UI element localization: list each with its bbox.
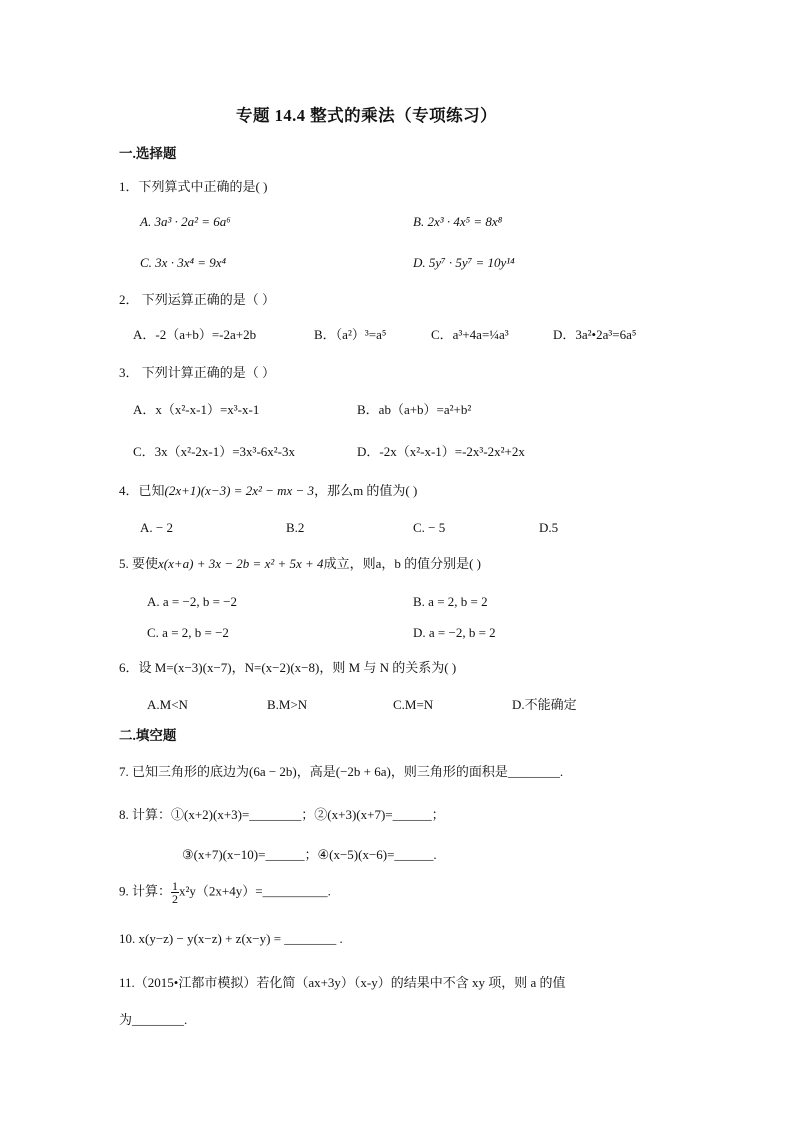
q7-text: 7. 已知三角形的底边为(6a − 2b)，高是(−2b + 6a)，则三角形的面积是________. <box>119 764 564 779</box>
q11-line2: 为________. <box>119 1012 188 1027</box>
q2-option-a: A．-2（a+b）=-2a+2b <box>133 327 257 342</box>
q3-option-d: D．-2x（x²-x-1）=-2x³-2x²+2x <box>357 444 525 459</box>
q4-stem <box>119 484 417 497</box>
page-title: 专题 14.4 整式的乘法（专项练习） <box>236 106 498 125</box>
q1-option-d: D. 5y⁷ · 5y⁷ = 10y¹⁴ <box>413 255 515 270</box>
q5-stem-prefix: 5. 要使 <box>119 556 159 571</box>
q5-option-a: A. a = −2, b = −2 <box>147 594 237 609</box>
q2-option-b: B．（a²）³=a⁵ <box>314 327 387 342</box>
q3-stem: 3． 下列计算正确的是（ ） <box>119 365 276 380</box>
q4-option-b: B.2 <box>286 520 305 535</box>
q4-stem-prefix: 4．已知 <box>119 483 165 498</box>
q5-option-d: D. a = −2, b = 2 <box>413 625 496 640</box>
q3-option-a: A．x（x²-x-1）=x³-x-1 <box>133 402 260 417</box>
q6-option-b: B.M>N <box>267 697 308 712</box>
q4-equation: (2x+1)(x−3) = 2x² − mx − 3 <box>164 483 315 498</box>
q3-option-b: B．ab（a+b）=a²+b² <box>357 402 472 417</box>
q11-line1: 11.（2015•江都市模拟）若化简（ax+3y）（x-y）的结果中不含 xy 项，则 a 的值 <box>119 975 566 990</box>
q3-option-c: C．3x（x²-2x-1）=3x³-6x²-3x <box>133 444 296 459</box>
q5-stem <box>119 557 481 570</box>
q8-line1: 8. 计算：①(x+2)(x+3)=________；②(x+3)(x+7)=______； <box>119 807 445 822</box>
q4-stem-suffix: ，那么m 的值为( ) <box>314 483 418 498</box>
q5-stem-suffix: 成立，则a，b 的值分别是( ) <box>323 556 481 571</box>
q9-rest: x²y（2x+4y）=__________. <box>179 883 331 899</box>
q5-equation: x(x+a) + 3x − 2b = x² + 5x + 4 <box>158 556 324 571</box>
q2-option-d: D．3a²•2a³=6a⁵ <box>553 327 637 342</box>
q2-stem: 2． 下列运算正确的是（ ） <box>119 292 276 307</box>
q4-option-a: A. − 2 <box>140 520 173 535</box>
q4-option-d: D.5 <box>539 520 559 535</box>
q9-fraction <box>171 880 179 905</box>
q9-prefix: 9. 计算： <box>119 883 172 899</box>
q1-option-b: B. 2x³ · 4x⁵ = 8x⁸ <box>413 214 503 229</box>
q5-option-b: B. a = 2, b = 2 <box>413 594 488 609</box>
q9-text <box>119 880 331 905</box>
q6-option-d: D.不能确定 <box>512 697 577 712</box>
q10-text: 10. x(y−z) − y(x−z) + z(x−y) = ________ . <box>119 931 343 946</box>
q8-line2: ③(x+7)(x−10)=______；④(x−5)(x−6)=______. <box>182 847 437 862</box>
q9-fraction-numerator: 1 <box>172 879 179 893</box>
q6-option-c: C.M=N <box>393 697 434 712</box>
q1-option-c: C. 3x · 3x⁴ = 9x⁴ <box>140 255 227 270</box>
q6-stem: 6．设 M=(x−3)(x−7)，N=(x−2)(x−8)，则 M 与 N 的关系为( ) <box>119 660 457 675</box>
section-choice-heading: 一.选择题 <box>119 146 177 161</box>
q2-option-c: C．a³+4a=¼a³ <box>431 327 509 342</box>
section-fill-heading: 二.填空题 <box>119 728 177 743</box>
q5-option-c: C. a = 2, b = −2 <box>147 625 229 640</box>
q1-option-a: A. 3a³ · 2a² = 6a⁶ <box>140 214 231 229</box>
q9-fraction-denominator: 2 <box>172 892 179 906</box>
q1-stem: 1．下列算式中正确的是( ) <box>119 179 268 194</box>
q4-option-c: C. − 5 <box>413 520 446 535</box>
q6-option-a: A.M<N <box>147 697 188 712</box>
